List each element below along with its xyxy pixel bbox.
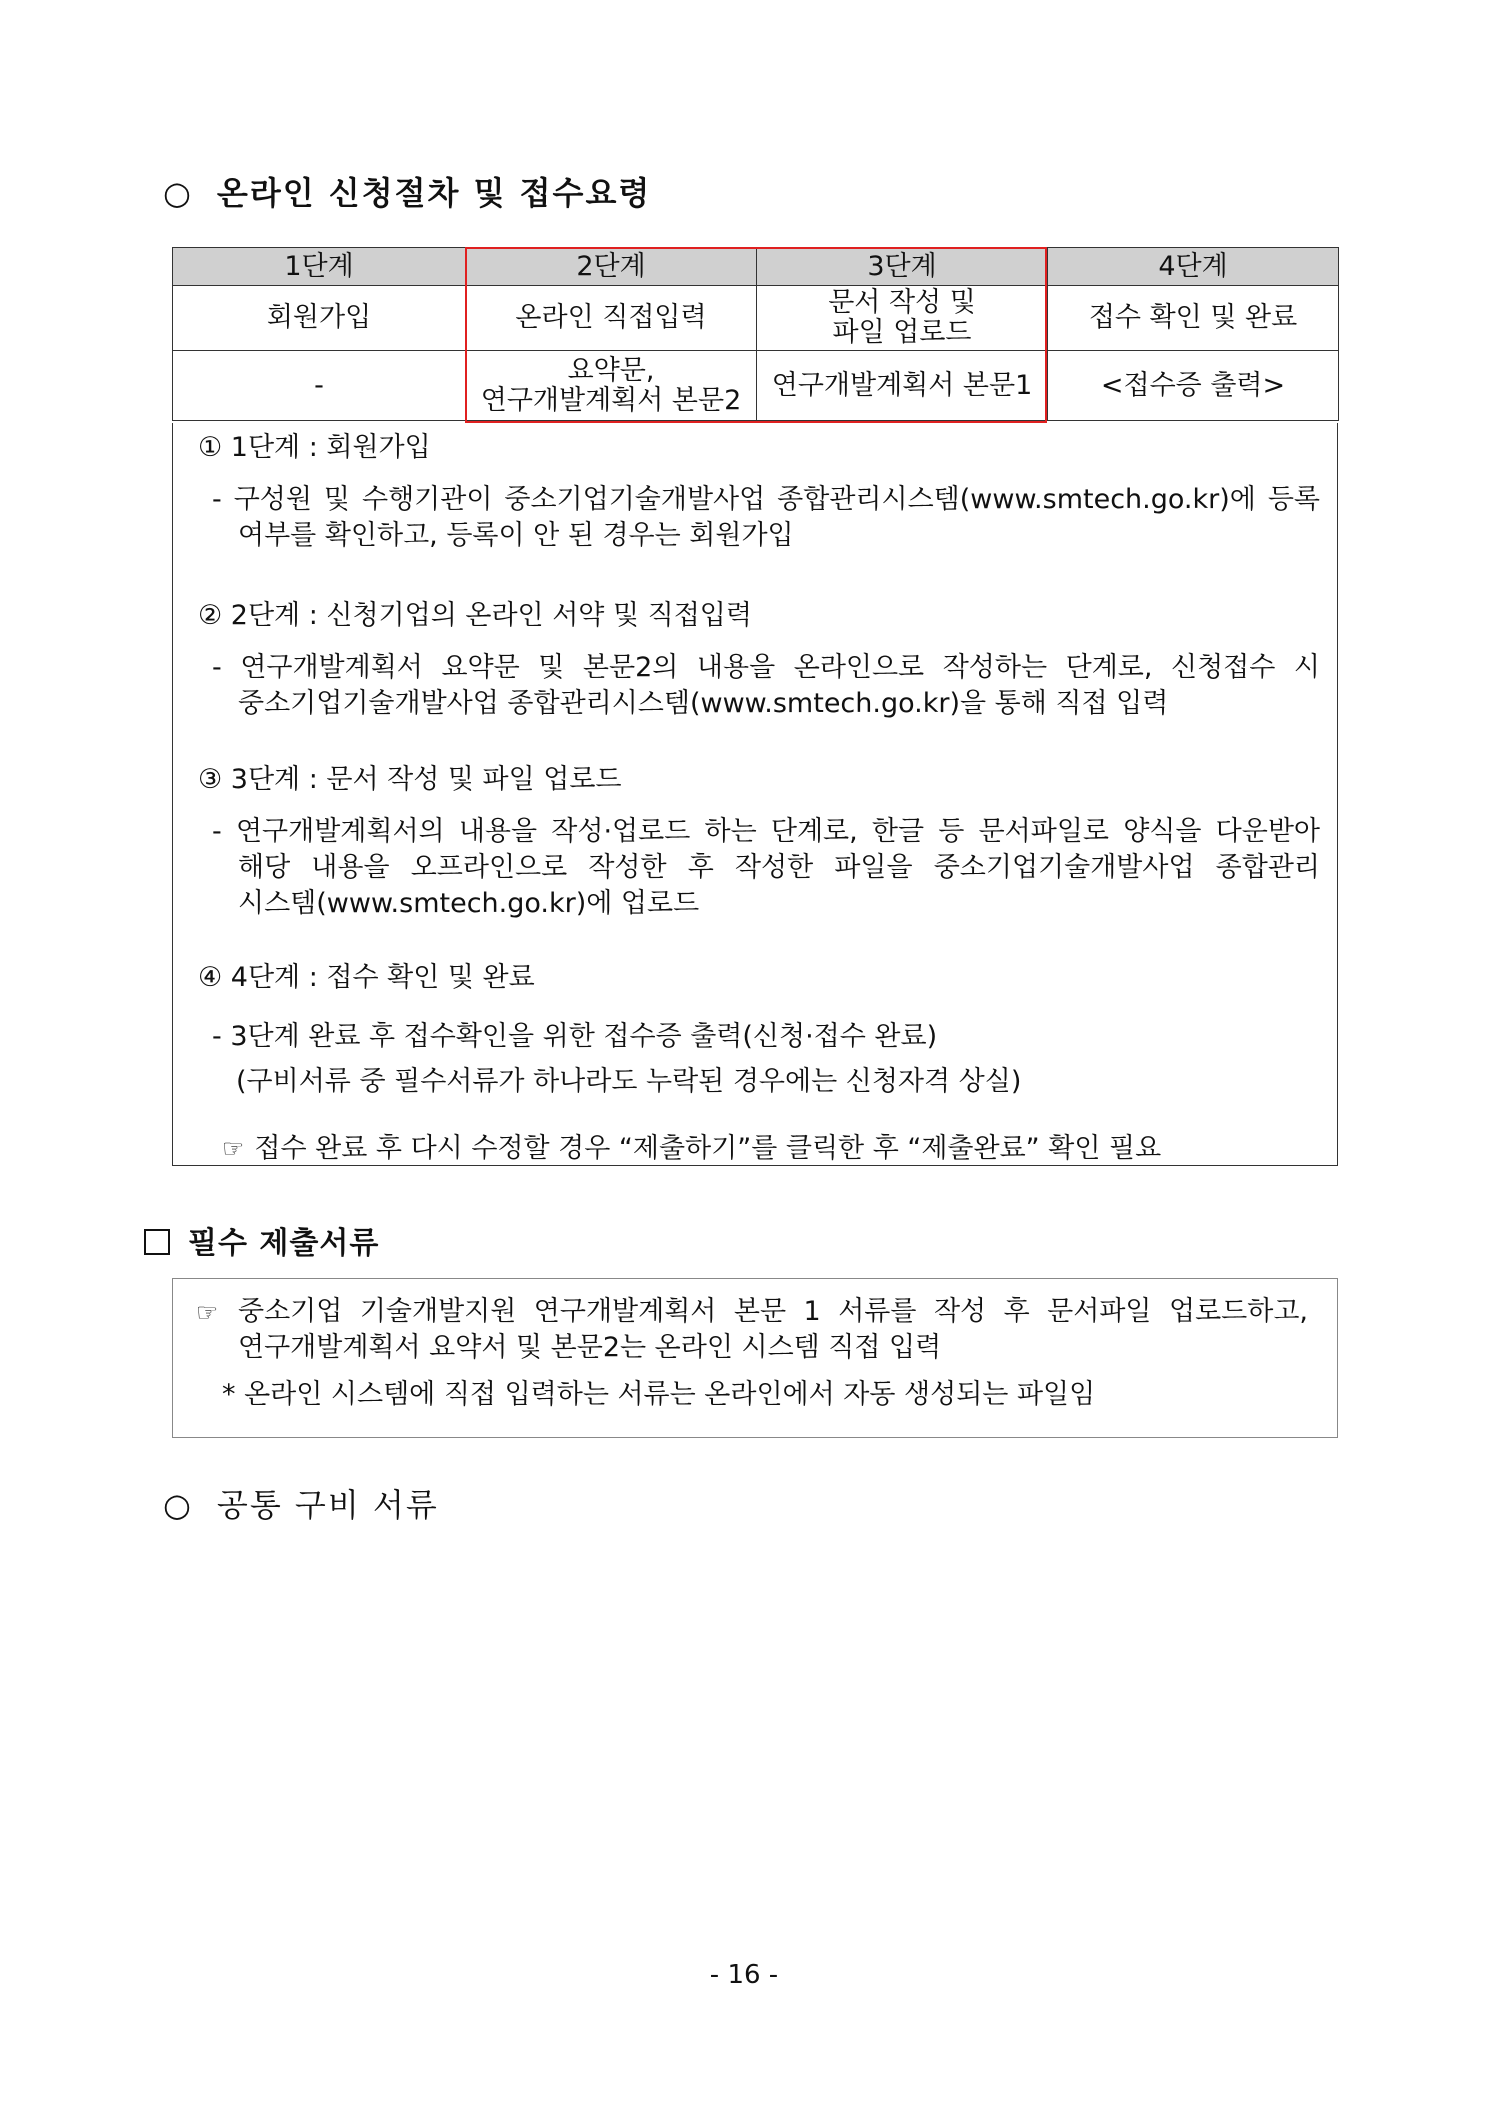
common-title: 공통 구비 서류 (216, 1486, 439, 1524)
step3-line1: - 연구개발계획서의 내용을 작성·업로드 하는 단계로, 한글 등 문서파일로 양식을 다운받아 (212, 816, 1320, 847)
header-step1: 1단계 (173, 248, 466, 286)
table-header-row (173, 248, 1339, 286)
checkbox-square-icon (144, 1229, 170, 1255)
section-title: 온라인 신청절차 및 접수요령 (216, 174, 652, 212)
required-line3: * 온라인 시스템에 직접 입력하는 서류는 온라인에서 자동 생성되는 파일임 (222, 1379, 1096, 1410)
cell-step3-doc: 연구개발계획서 본문1 (757, 351, 1048, 421)
step2-line2: 중소기업기술개발사업 종합관리시스템(www.smtech.go.kr)을 통해 직접 입력 (238, 688, 1169, 719)
step1-line1: - 구성원 및 수행기관이 중소기업기술개발사업 종합관리시스템(www.smtech.go.kr)에 등록 (212, 484, 1320, 515)
cell-step1-name: 회원가입 (173, 286, 466, 351)
cell-step3-line1: 문서 작성 및 (828, 287, 976, 318)
header-step2: 2단계 (466, 248, 757, 286)
section-heading-common (163, 1480, 439, 1526)
step4-title: ④ 4단계 : 접수 확인 및 완료 (198, 962, 535, 993)
section-heading-required (144, 1218, 379, 1262)
step3-line2: 해당 내용을 오프라인으로 작성한 후 작성한 파일을 중소기업기술개발사업 종합관리 (238, 852, 1320, 883)
cell-step2-doc-line2: 연구개발계획서 본문2 (480, 384, 742, 416)
cell-step3-line2: 파일 업로드 (832, 317, 972, 348)
step2-title: ② 2단계 : 신청기업의 온라인 서약 및 직접입력 (198, 600, 752, 631)
step3-line3: 시스템(www.smtech.go.kr)에 업로드 (238, 888, 700, 919)
detail-note-text: 접수 완료 후 다시 수정할 경우 “제출하기”를 클릭한 후 “제출완료” 확인 필요 (254, 1133, 1162, 1164)
cell-step2-doc (466, 351, 757, 421)
step4-line2: (구비서류 중 필수서류가 하나라도 누락된 경우에는 신청자격 상실) (236, 1066, 1022, 1097)
required-title: 필수 제출서류 (188, 1226, 380, 1261)
circle-bullet-icon: ○ (163, 174, 193, 212)
cell-step4-name: 접수 확인 및 완료 (1048, 286, 1339, 351)
required-line2: 연구개발계획서 요약서 및 본문2는 온라인 시스템 직접 입력 (238, 1332, 942, 1363)
table-row (173, 351, 1339, 421)
step3-title: ③ 3단계 : 문서 작성 및 파일 업로드 (198, 764, 622, 795)
pointing-hand-icon: ☞ (196, 1298, 219, 1327)
cell-step4-doc: <접수증 출력> (1048, 351, 1339, 421)
table-row (173, 286, 1339, 351)
header-step4: 4단계 (1048, 248, 1339, 286)
detail-note (222, 1126, 1161, 1165)
circle-bullet-icon: ○ (163, 1486, 193, 1524)
pointing-hand-icon: ☞ (222, 1134, 245, 1163)
page-number: - 16 - (709, 1960, 779, 1990)
step1-line2: 여부를 확인하고, 등록이 안 된 경우는 회원가입 (238, 520, 794, 551)
cell-step2-name: 온라인 직접입력 (466, 286, 757, 351)
step4-line1: - 3단계 완료 후 접수확인을 위한 접수증 출력(신청·접수 완료) (212, 1021, 938, 1052)
steps-table (172, 247, 1339, 421)
step1-title: ① 1단계 : 회원가입 (198, 432, 431, 463)
section-heading-online (163, 168, 651, 214)
cell-step2-doc-line1: 요약문, (567, 354, 655, 386)
step2-line1: - 연구개발계획서 요약문 및 본문2의 내용을 온라인으로 작성하는 단계로, 신청접수 시 (212, 652, 1320, 683)
required-line1: 중소기업 기술개발지원 연구개발계획서 본문 1 서류를 작성 후 문서파일 업로드하고, (238, 1296, 1308, 1327)
header-step3: 3단계 (757, 248, 1048, 286)
cell-step1-doc: - (173, 351, 466, 421)
cell-step3-name (757, 286, 1048, 351)
